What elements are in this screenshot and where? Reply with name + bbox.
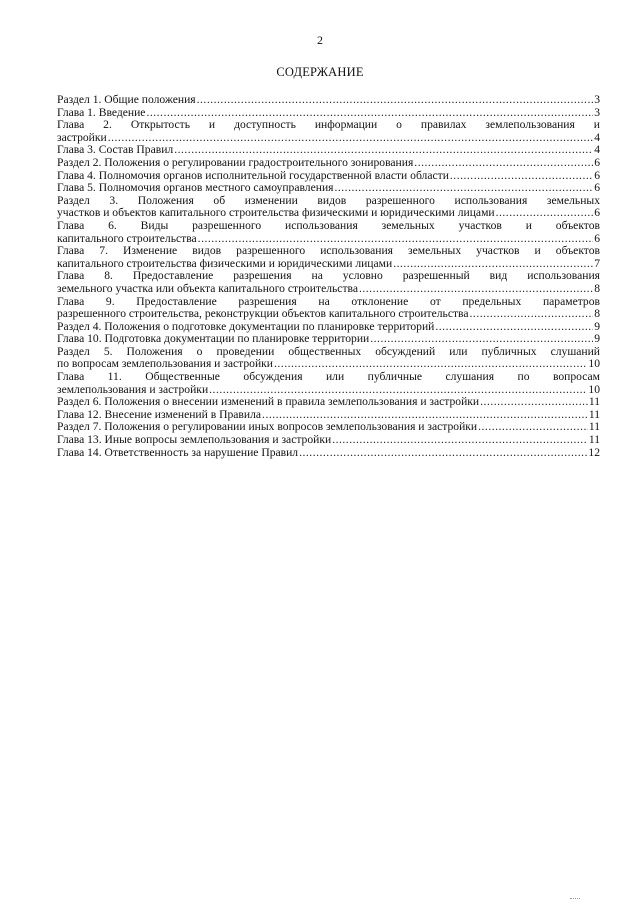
toc-entry-text: Глава 10. Подготовка документации по планировке территории <box>57 332 370 346</box>
toc-entry-final-line <box>57 182 600 195</box>
toc-entry-text: Глава 13. Иные вопросы землепользования и застройки <box>57 433 332 447</box>
toc-entry-text: Глава 14. Ответственность за нарушение Правил <box>57 445 299 459</box>
toc-entry-line: Глава 9. Предоставление разрешения на отклонение от предельных параметров <box>57 294 600 308</box>
toc-entry <box>57 195 600 220</box>
toc-entry-text: Раздел 7. Положения о регулировании иных вопросов землепользования и застройки <box>57 420 478 434</box>
toc-entry-text: Раздел 4. Положения о подготовке документации по планировке территорий <box>57 319 435 333</box>
toc-page-number: 6 <box>594 168 600 182</box>
toc-entry-text: участков и объектов капитального строительства физическими и юридическими лицами <box>57 206 495 220</box>
toc-leader-dots <box>299 447 587 460</box>
toc-entry-text: Глава 12. Внесение изменений в Правила <box>57 407 262 421</box>
scan-corner-mark <box>572 0 584 4</box>
toc-leader-dots <box>334 182 593 195</box>
toc-entry-text: Раздел 1. Общие положения <box>57 93 196 106</box>
toc-entry <box>57 434 600 447</box>
toc-entry <box>57 94 600 107</box>
page-number: 2 <box>317 33 323 47</box>
toc-entry <box>57 157 600 170</box>
toc-entry <box>57 245 600 270</box>
toc-entry-text: земельного участка или объекта капитального строительства <box>57 281 358 295</box>
toc-entry-text: Раздел 6. Положения о внесении изменений в правила землепользования и застройки <box>57 395 480 409</box>
toc-page-number: 11 <box>588 420 600 434</box>
toc-entry-final-line <box>57 396 600 409</box>
toc-page-number: 10 <box>588 357 600 371</box>
toc-entry-text: Раздел 2. Положения о регулировании градостроительного зонирования <box>57 155 414 169</box>
toc-entry <box>57 270 600 295</box>
toc-leader-dots <box>108 132 593 145</box>
toc-entry <box>57 371 600 396</box>
toc-entry-text: по вопросам землепользования и застройки <box>57 357 273 371</box>
toc-leader-dots <box>480 396 588 409</box>
toc-entry-text: Глава 1. Введение <box>57 105 146 119</box>
toc-page-number: 6 <box>594 231 600 245</box>
toc-entry-text: застройки <box>57 130 107 144</box>
toc-page-number: 11 <box>588 395 600 409</box>
toc-leader-dots <box>359 283 593 296</box>
toc-entry-line: Глава 6. Виды разрешенного использования земельных участков и объектов <box>57 218 600 232</box>
toc-page-number: 8 <box>594 281 600 295</box>
toc-entry-text: Глава 4. Полномочия органов исполнительной государственной власти области <box>57 168 449 182</box>
toc-entry <box>57 396 600 409</box>
toc-entry-final-line <box>57 447 600 460</box>
toc-entry-text: Глава 5. Полномочия органов местного самоуправления <box>57 181 334 195</box>
toc-page-number: 10 <box>588 382 600 396</box>
toc-page-number: 6 <box>594 206 600 220</box>
toc-leader-dots <box>470 308 594 321</box>
toc-page-number: 12 <box>588 445 600 459</box>
toc-page-number: 4 <box>594 143 600 157</box>
toc-entry-final-line <box>57 94 600 107</box>
toc-page-number: 3 <box>594 93 600 106</box>
toc-entry <box>57 447 600 460</box>
toc-entry-line: Глава 2. Открытость и доступность информации о правилах землепользования и <box>57 118 600 132</box>
toc-entry-final-line <box>57 434 600 447</box>
toc-entry-final-line <box>57 283 600 296</box>
toc-entry-line: Глава 11. Общественные обсуждения или публичные слушания по вопросам <box>57 370 600 384</box>
toc-leader-dots <box>478 421 588 434</box>
toc-entry <box>57 182 600 195</box>
toc-page-number: 8 <box>594 307 600 321</box>
toc-leader-dots <box>197 94 594 107</box>
toc-page-number: 9 <box>594 319 600 333</box>
toc-leader-dots <box>332 434 588 447</box>
toc-entry <box>57 333 600 346</box>
toc-leader-dots <box>414 157 593 170</box>
table-of-contents <box>57 94 600 459</box>
toc-entry-text: капитального строительства <box>57 231 197 245</box>
toc-entry-line: Глава 8. Предоставление разрешения на условно разрешенный вид использования <box>57 269 600 283</box>
scan-bottom-mark <box>570 895 580 899</box>
toc-entry-final-line <box>57 157 600 170</box>
toc-entry-line: Раздел 5. Положения о проведении общественных обсуждений или публичных слушаний <box>57 344 600 358</box>
toc-entry-line: Раздел 3. Положения об изменении видов разрешенного использования земельных <box>57 193 600 207</box>
toc-leader-dots <box>450 170 593 183</box>
toc-entry-text: землепользования и застройки <box>57 382 209 396</box>
toc-page-number: 6 <box>594 181 600 195</box>
toc-page-number: 3 <box>594 105 600 119</box>
toc-page-number: 4 <box>594 130 600 144</box>
toc-entry-line: Глава 7. Изменение видов разрешенного использования земельных участков и объектов <box>57 244 600 258</box>
toc-entry <box>57 346 600 371</box>
toc-entry-text: разрешенного строительства, реконструкции объектов капитального строительства <box>57 307 469 321</box>
toc-page-number: 6 <box>594 155 600 169</box>
toc-entry <box>57 220 600 245</box>
toc-leader-dots <box>370 333 593 346</box>
toc-entry-text: Глава 3. Состав Правил <box>57 143 174 157</box>
toc-page-number: 7 <box>594 256 600 270</box>
toc-entry-final-line <box>57 308 600 321</box>
toc-leader-dots <box>435 321 593 334</box>
toc-entry-text: капитального строительства физическими и юридическими лицами <box>57 256 393 270</box>
toc-entry-final-line <box>57 333 600 346</box>
toc-entry <box>57 119 600 144</box>
toc-entry <box>57 296 600 321</box>
toc-title: СОДЕРЖАНИЕ <box>276 65 364 79</box>
toc-page-number: 11 <box>588 433 600 447</box>
toc-page-number: 11 <box>588 407 600 421</box>
toc-page-number: 9 <box>594 332 600 346</box>
